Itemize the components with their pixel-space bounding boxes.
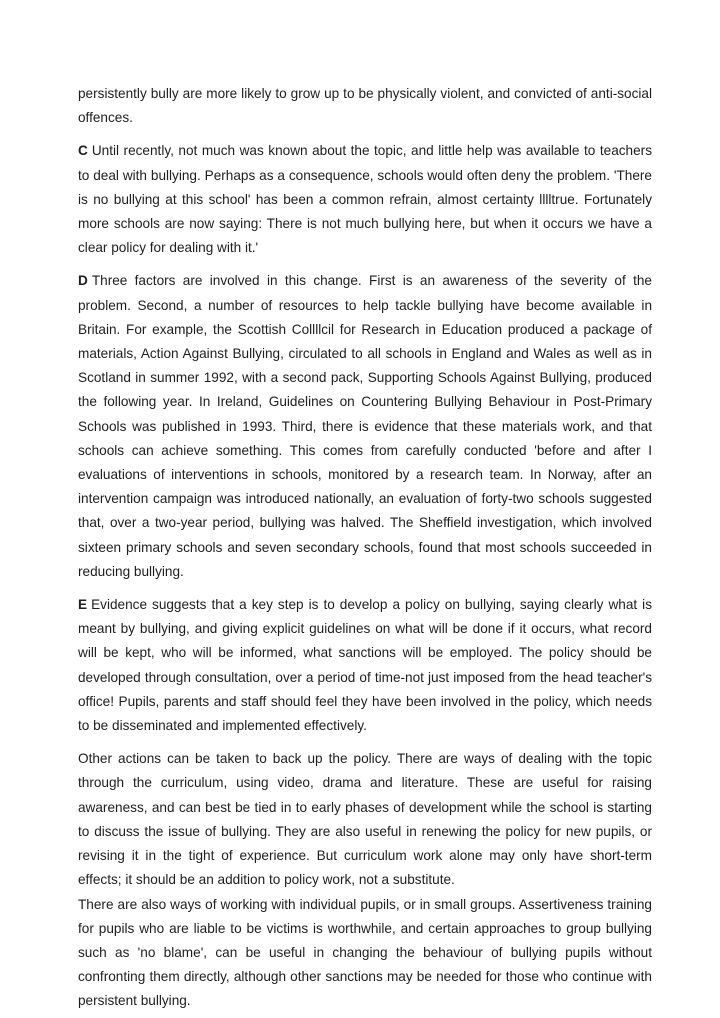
paragraph-d — [78, 269, 652, 584]
paragraph-text: Evidence suggests that a key step is to develop a policy on bullying, saying clearly what is meant by bullying, and giving explicit guidelines on what will be done if it occurs, what record will be kept, who will be informed, what sanctions will be employed. The policy should be developed through consultation, over a period of time-not just imposed from the head teacher's office! Pupils, parents and staff should feel they have been involved in the policy, which needs to be disseminated and implemented effectively. — [78, 597, 652, 734]
paragraph-text: Until recently, not much was known about the topic, and little help was available to teachers to deal with bullying. Perhaps as a consequence, schools would often deny the problem. 'There is no bullying at this school' has been a common refrain, almost certainty lllltrue. Fortunately more schools are now saying: There is not much bullying here, but when it occurs we have a clear policy for dealing with it.' — [78, 143, 652, 256]
paragraph-letter: E — [78, 597, 88, 613]
paragraph-e — [78, 593, 652, 738]
paragraph-letter: D — [78, 273, 88, 289]
paragraph-text: There are also ways of working with individual pupils, or in small groups. Assertiveness training for pupils who are liable to be victims is worthwhile, and certain approaches to group bullying such as 'no blame', can be useful in changing the behaviour of bullying pupils without confronting them directly, although other sanctions may be needed for those who continue with persistent bullying. — [78, 896, 652, 1009]
paragraph-text: Three factors are involved in this change. First is an awareness of the severity of the problem. Second, a number of resources to help tackle bullying have become available in Britain. For example, the Scottish Collllcil for Research in Education produced a package of materials, Action Against Bullying, circulated to all schools in England and Wales as well as in Scotland in summer 1992, with a second pack, Supporting Schools Against Bullying, produced the following year. In Ireland, Guidelines on Countering Bullying Behaviour in Post-Primary Schools was published in 1993. Third, there is evidence that these materials work, and that schools can achieve something. This comes from carefully conducted 'before and after I evaluations of interventions in schools, monitored by a research team. In Norway, after an intervention campaign was introduced nationally, an evaluation of forty-two schools suggested that, over a two-year period, bullying was halved. The Sheffield investigation, which involved sixteen primary schools and seven secondary schools, found that most schools succeeded in reducing bullying. — [78, 273, 652, 579]
paragraph-intro-continuation — [78, 82, 652, 130]
document-body — [78, 82, 652, 1014]
paragraph-text: persistently bully are more likely to grow up to be physically violent, and convicted of anti-social offences. — [78, 86, 652, 126]
paragraph-individual-pupils — [78, 893, 652, 1014]
paragraph-text: Other actions can be taken to back up the policy. There are ways of dealing with the topic through the curriculum, using video, drama and literature. These are useful for raising awareness, and can best be tied in to early phases of development while the school is starting to discuss the issue of bullying. They are also useful in renewing the policy for new pupils, or revising it in the tight of experience. But curriculum work alone may only have short-term effects; it should be an addition to policy work, not a substitute. — [78, 751, 652, 888]
paragraph-other-actions — [78, 747, 652, 892]
paragraph-letter: C — [78, 143, 88, 159]
paragraph-c — [78, 139, 652, 260]
